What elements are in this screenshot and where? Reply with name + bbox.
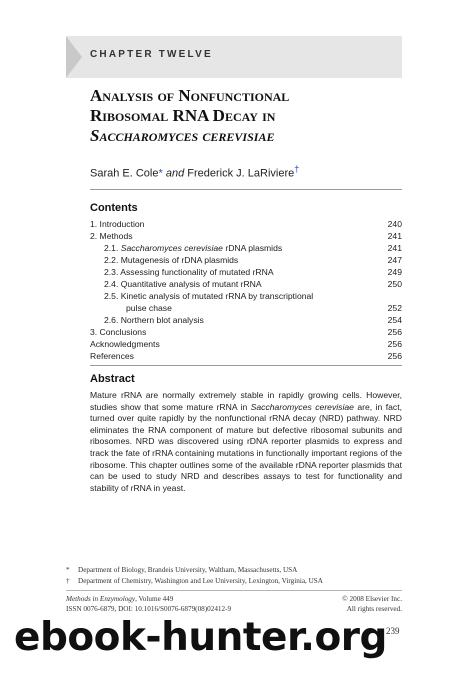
- rule-after-authors: [90, 189, 402, 190]
- publication-imprint: [66, 595, 402, 614]
- author-line: [90, 164, 299, 180]
- author-1-affiliation-mark: *: [158, 167, 163, 180]
- toc-item[interactable]: pulse chase 252: [126, 303, 402, 313]
- copyright: © 2008 Elsevier Inc.: [342, 595, 402, 603]
- abstract-body: Mature rRNA are normally extremely stable in rapidly growing cells. However, studies show that some mature rRNA in Saccharomyces cerevisiae are, in fact, turned over quite rapidly by the nonfunctional rRNA decay (NRD) pathway. NRD eliminates the RNA component of mature but defective ribosomal subunits and ribosomes. NRD was discovered using rDNA reporter plasmids to express and track the fate of rRNA containing mutations in functionally important regions of the ribosome. This chapter outlines some of the available rDNA reporter plasmids that can be used to study NRD and describes assays to test for functionality and stability of rRNA in yeast.: [90, 390, 402, 493]
- author-2-affiliation-mark: †: [294, 164, 300, 174]
- author-conjunction: and: [165, 167, 185, 180]
- rule-before-imprint: [66, 590, 402, 591]
- toc-item[interactable]: 2.4. Quantitative analysis of mutant rRNA 250: [104, 279, 402, 289]
- rights-statement: All rights reserved.: [346, 604, 402, 613]
- chapter-banner-arrow: [66, 36, 82, 78]
- title-line-3: Saccharomyces cerevisiae: [90, 126, 275, 145]
- volume: , Volume 449: [135, 595, 174, 603]
- footnote: † Department of Chemistry, Washington and Lee University, Lexington, Virginia, USA: [66, 577, 323, 585]
- affiliation-footnotes: [66, 565, 323, 587]
- page-number: 239: [386, 626, 400, 636]
- toc-item[interactable]: 3. Conclusions 256: [90, 327, 402, 337]
- toc-item[interactable]: 2.3. Assessing functionality of mutated rRNA 249: [104, 267, 402, 277]
- abstract-heading: Abstract: [90, 373, 135, 385]
- toc-item[interactable]: 2.5. Kinetic analysis of mutated rRNA by transcriptional: [104, 291, 314, 301]
- journal-name: Methods in Enzymology: [66, 595, 136, 603]
- toc-item[interactable]: 1. Introduction 240: [90, 219, 402, 229]
- rule-before-abstract: [90, 365, 402, 366]
- footnote: * Department of Biology, Brandeis University, Waltham, Massachusetts, USA: [66, 566, 298, 574]
- chapter-title: [90, 86, 410, 146]
- issn-doi: ISSN 0076-6879, DOI: 10.1016/S0076-6879(08)02412-9: [66, 604, 232, 613]
- table-of-contents: [90, 218, 402, 362]
- toc-item[interactable]: 2.2. Mutagenesis of rDNA plasmids 247: [104, 255, 402, 265]
- toc-item[interactable]: 2.1. Saccharomyces cerevisiae rDNA plasmids 241: [104, 243, 402, 253]
- toc-item[interactable]: 2.6. Northern blot analysis 254: [104, 315, 402, 325]
- toc-item[interactable]: References 256: [90, 351, 402, 361]
- chapter-label: CHAPTER TWELVE: [90, 49, 213, 60]
- author-1: Sarah E. Cole: [90, 167, 159, 180]
- watermark-text: ebook-hunter.org: [14, 615, 387, 660]
- toc-item[interactable]: 2. Methods 241: [90, 231, 402, 241]
- toc-item[interactable]: Acknowledgments 256: [90, 339, 402, 349]
- title-line-2: Ribosomal RNA Decay in: [90, 106, 276, 125]
- title-line-1: Analysis of Nonfunctional: [90, 86, 290, 105]
- contents-heading: Contents: [90, 202, 138, 214]
- author-2: Frederick J. LaRiviere: [187, 167, 295, 180]
